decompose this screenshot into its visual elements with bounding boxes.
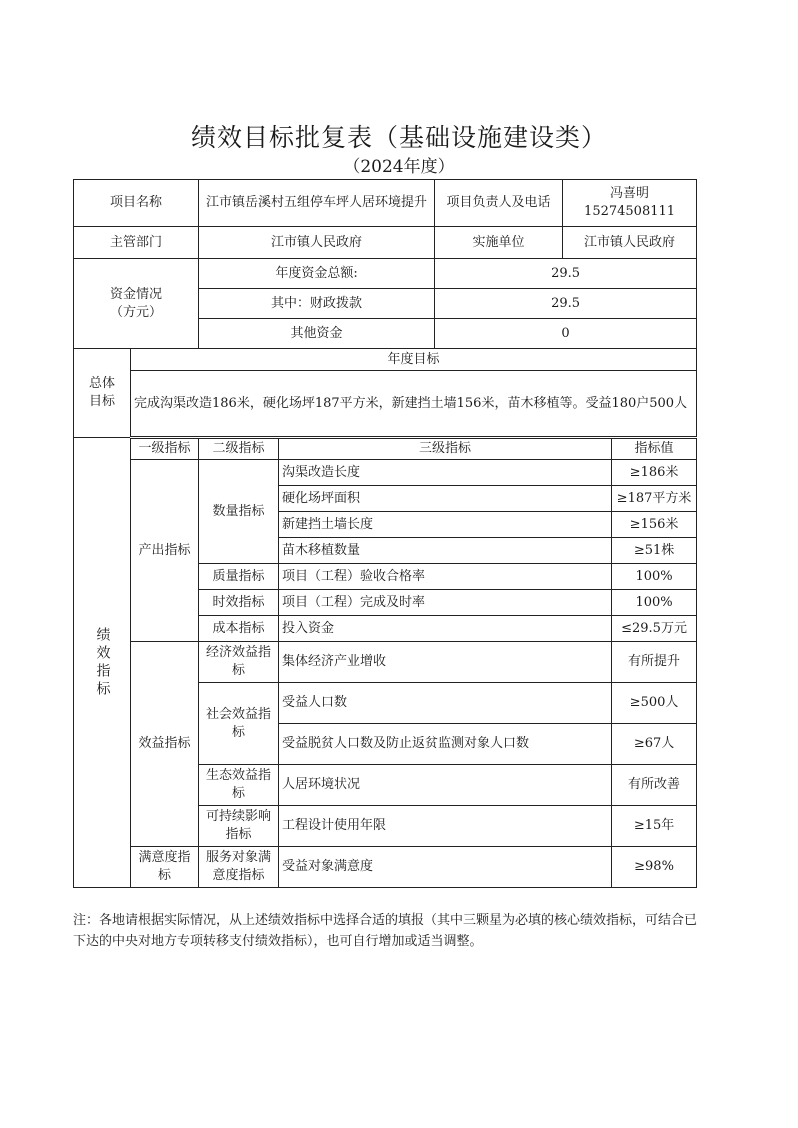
contact-name: 冯喜明 [610,186,650,202]
header-value: 指标值 [612,438,697,460]
funds-label [74,259,199,349]
quantity-item-value: ≥186米 [612,460,697,486]
project-name-label: 项目名称 [74,180,199,227]
social-benefit-name: 受益人口数 [279,683,612,724]
satisfaction-indicator-label: 满意度指标 [131,847,199,888]
performance-target-table [73,179,697,888]
benefit-indicator-label: 效益指标 [131,642,199,847]
document-subtitle: （2024年度） [343,157,455,177]
social-benefit-value: ≥500人 [612,683,697,724]
quantity-item-value: ≥51株 [612,538,697,564]
quantity-item-value: ≥156米 [612,512,697,538]
timeliness-item-value: 100% [612,590,697,616]
timeliness-indicator-label: 时效指标 [199,590,279,616]
funds-fiscal-value: 29.5 [435,289,697,319]
header-level1: 一级指标 [131,438,199,460]
header-level2: 二级指标 [199,438,279,460]
implementing-unit-label: 实施单位 [435,227,563,259]
funds-label-line2: （方元） [110,304,163,320]
project-contact-value [563,180,697,227]
department-label: 主管部门 [74,227,199,259]
cost-item-value: ≤29.5万元 [612,616,697,642]
footnote: 注：各地请根据实际情况，从上述绩效指标中选择合适的填报（其中三颗星为必填的核心绩效指标，可结合已下达的中央对地方专项转移支付绩效指标），也可自行增加或适当调整。 [73,913,698,950]
timeliness-item-name: 项目（工程）完成及时率 [279,590,612,616]
annual-goal-text: 完成沟渠改造186米，硬化场坪187平方米，新建挡土墙156米，苗木移植等。受益180户500人 [131,371,697,438]
header-level3: 三级指标 [279,438,612,460]
quality-item-name: 项目（工程）验收合格率 [279,564,612,590]
sustainable-impact-value: ≥15年 [612,806,697,847]
overall-goal-label [74,349,131,438]
quantity-item-name: 新建挡土墙长度 [279,512,612,538]
quantity-item-name: 苗木移植数量 [279,538,612,564]
funds-other-label: 其他资金 [199,319,435,349]
implementing-unit-value: 江市镇人民政府 [563,227,697,259]
satisfaction-item-name: 受益对象满意度 [279,847,612,888]
quantity-item-name: 沟渠改造长度 [279,460,612,486]
quality-item-value: 100% [612,564,697,590]
funds-other-value: 0 [435,319,697,349]
sustainable-impact-name: 工程设计使用年限 [279,806,612,847]
quantity-indicator-label: 数量指标 [199,460,279,564]
annual-goal-header: 年度目标 [131,349,697,371]
satisfaction-item-value: ≥98% [612,847,697,888]
funds-label-line1: 资金情况 [110,286,163,302]
cost-indicator-label: 成本指标 [199,616,279,642]
output-indicator-label: 产出指标 [131,460,199,642]
cost-item-name: 投入资金 [279,616,612,642]
department-value: 江市镇人民政府 [199,227,435,259]
project-name-value: 江市镇岳溪村五组停车坪人居环境提升 [199,180,435,227]
social-benefit-value: ≥67人 [612,724,697,765]
quantity-item-name: 硬化场坪面积 [279,486,612,512]
social-benefit-label: 社会效益指标 [199,683,279,765]
ecological-benefit-name: 人居环境状况 [279,765,612,806]
overall-goal-label-line2: 目标 [88,394,115,409]
economic-benefit-label: 经济效益指标 [199,642,279,683]
satisfaction-level2-label: 服务对象满意度指标 [199,847,279,888]
sustainable-impact-label: 可持续影响指标 [199,806,279,847]
ecological-benefit-value: 有所改善 [612,765,697,806]
quantity-item-value: ≥187平方米 [612,486,697,512]
ecological-benefit-label: 生态效益指标 [199,765,279,806]
contact-phone: 15274508111 [584,204,676,219]
economic-benefit-name: 集体经济产业增收 [279,642,612,683]
performance-section-label [74,438,131,888]
performance-label-text: 绩效指标 [94,626,111,699]
document-title: 绩效目标批复表（基础设施建设类） [190,123,607,152]
social-benefit-name: 受益脱贫人口数及防止返贫监测对象人口数 [279,724,612,765]
quality-indicator-label: 质量指标 [199,564,279,590]
funds-total-value: 29.5 [435,259,697,289]
funds-fiscal-label: 其中：财政拨款 [199,289,435,319]
overall-goal-label-line1: 总体 [88,376,115,392]
project-contact-label: 项目负责人及电话 [435,180,563,227]
economic-benefit-value: 有所提升 [612,642,697,683]
funds-total-label: 年度资金总额: [199,259,435,289]
